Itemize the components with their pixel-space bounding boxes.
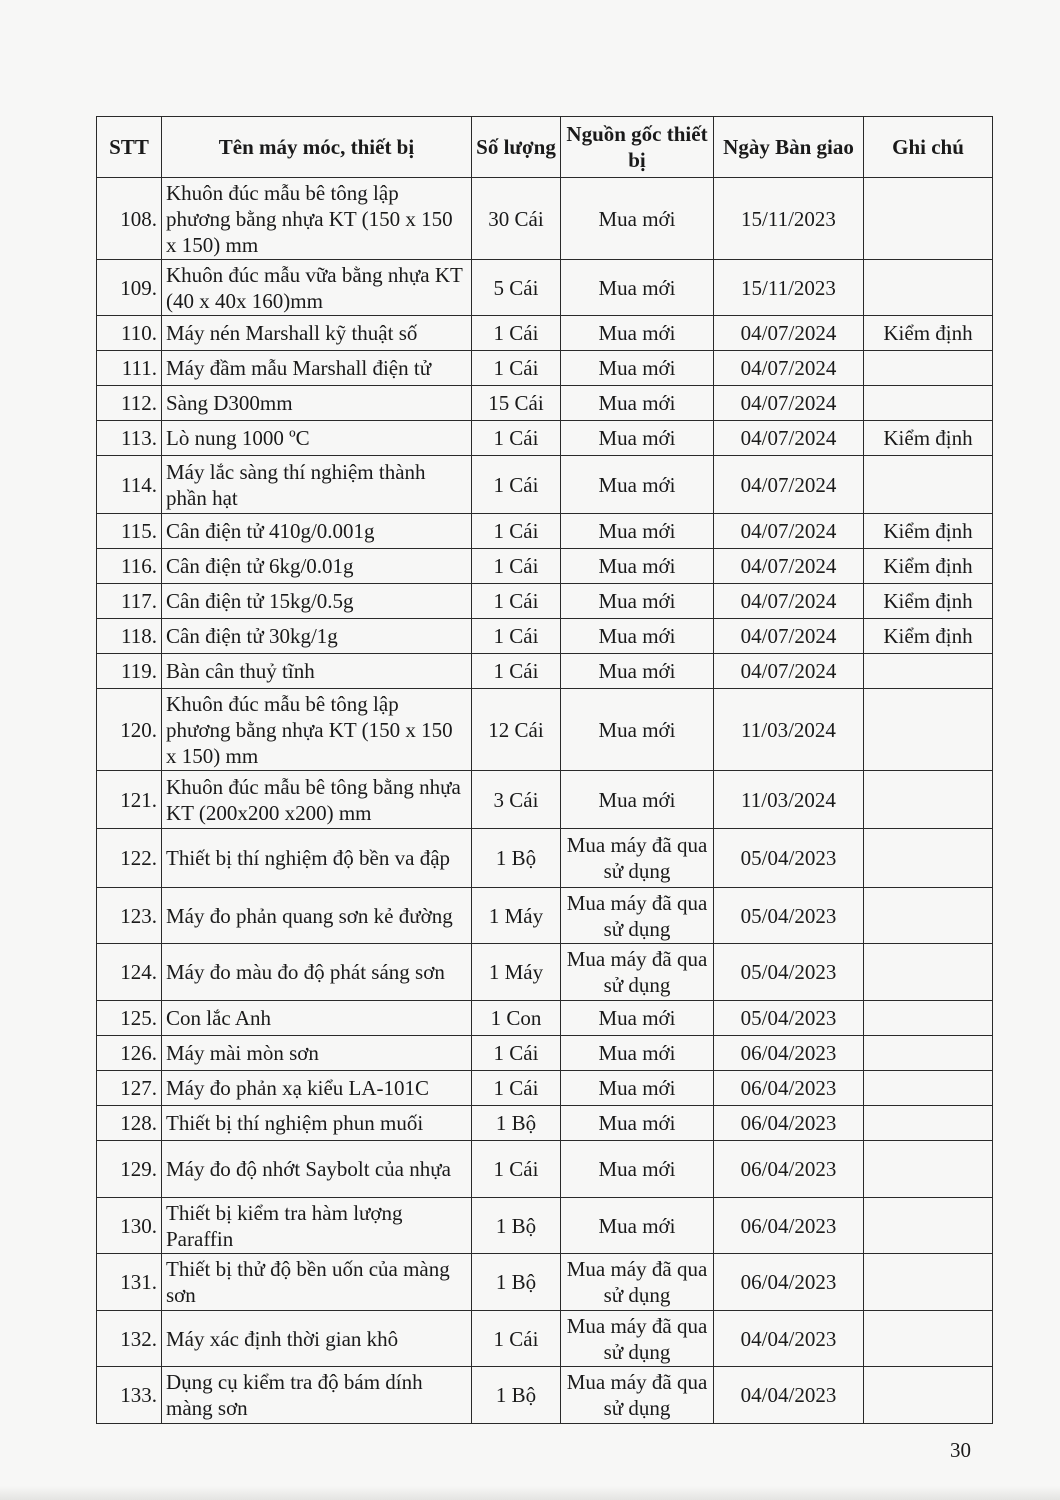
cell-source: Mua mới bbox=[561, 584, 714, 619]
table-row bbox=[97, 584, 993, 619]
cell-name: Khuôn đúc mẫu vữa bằng nhựa KT (40 x 40x 160)mm bbox=[162, 260, 472, 316]
table-row bbox=[97, 829, 993, 888]
cell-date: 04/07/2024 bbox=[714, 549, 864, 584]
header-note: Ghi chú bbox=[864, 117, 993, 178]
table-row bbox=[97, 1106, 993, 1141]
table-row bbox=[97, 1141, 993, 1198]
cell-source: Mua mới bbox=[561, 514, 714, 549]
cell-source: Mua mới bbox=[561, 1141, 714, 1198]
table-row bbox=[97, 1036, 993, 1071]
cell-date: 06/04/2023 bbox=[714, 1071, 864, 1106]
cell-quantity: 1 Cái bbox=[472, 421, 561, 456]
cell-stt: 129. bbox=[97, 1141, 162, 1198]
cell-source: Mua mới bbox=[561, 654, 714, 689]
cell-stt: 128. bbox=[97, 1106, 162, 1141]
cell-note bbox=[864, 1036, 993, 1071]
table-row bbox=[97, 1198, 993, 1254]
cell-name: Máy lắc sàng thí nghiệm thành phần hạt bbox=[162, 456, 472, 514]
cell-note: Kiểm định bbox=[864, 421, 993, 456]
table-row bbox=[97, 1001, 993, 1036]
cell-quantity: 1 Bộ bbox=[472, 1106, 561, 1141]
cell-date: 06/04/2023 bbox=[714, 1141, 864, 1198]
cell-quantity: 1 Cái bbox=[472, 1036, 561, 1071]
cell-date: 11/03/2024 bbox=[714, 689, 864, 771]
cell-name: Máy nén Marshall kỹ thuật số bbox=[162, 316, 472, 351]
cell-date: 04/07/2024 bbox=[714, 514, 864, 549]
cell-quantity: 1 Máy bbox=[472, 944, 561, 1001]
cell-name: Cân điện tử 30kg/1g bbox=[162, 619, 472, 654]
cell-quantity: 1 Cái bbox=[472, 584, 561, 619]
cell-date: 04/07/2024 bbox=[714, 421, 864, 456]
cell-note bbox=[864, 1198, 993, 1254]
cell-source: Mua mới bbox=[561, 386, 714, 421]
cell-stt: 120. bbox=[97, 689, 162, 771]
cell-note bbox=[864, 1311, 993, 1367]
table-row bbox=[97, 421, 993, 456]
table-row bbox=[97, 1071, 993, 1106]
table-row bbox=[97, 514, 993, 549]
cell-source: Mua máy đã qua sử dụng bbox=[561, 888, 714, 944]
scan-edge bbox=[0, 1486, 1060, 1500]
table-row bbox=[97, 771, 993, 829]
cell-quantity: 1 Cái bbox=[472, 1071, 561, 1106]
cell-date: 04/07/2024 bbox=[714, 619, 864, 654]
cell-quantity: 1 Cái bbox=[472, 456, 561, 514]
table-row bbox=[97, 351, 993, 386]
cell-source: Mua mới bbox=[561, 456, 714, 514]
cell-stt: 111. bbox=[97, 351, 162, 386]
cell-source: Mua mới bbox=[561, 178, 714, 260]
table-row bbox=[97, 1254, 993, 1311]
cell-name: Thiết bị thử độ bền uốn của màng sơn bbox=[162, 1254, 472, 1311]
cell-quantity: 1 Bộ bbox=[472, 1367, 561, 1424]
cell-name: Thiết bị kiểm tra hàm lượng Paraffin bbox=[162, 1198, 472, 1254]
header-date: Ngày Bàn giao bbox=[714, 117, 864, 178]
table-row bbox=[97, 178, 993, 260]
cell-stt: 108. bbox=[97, 178, 162, 260]
cell-source: Mua mới bbox=[561, 1036, 714, 1071]
cell-quantity: 1 Cái bbox=[472, 316, 561, 351]
cell-name: Máy đo độ nhớt Saybolt của nhựa bbox=[162, 1141, 472, 1198]
cell-stt: 118. bbox=[97, 619, 162, 654]
table-row bbox=[97, 1367, 993, 1424]
cell-stt: 127. bbox=[97, 1071, 162, 1106]
cell-note: Kiểm định bbox=[864, 619, 993, 654]
table-row bbox=[97, 1311, 993, 1367]
cell-source: Mua mới bbox=[561, 421, 714, 456]
cell-date: 04/07/2024 bbox=[714, 456, 864, 514]
table-row bbox=[97, 944, 993, 1001]
cell-source: Mua máy đã qua sử dụng bbox=[561, 1311, 714, 1367]
cell-source: Mua mới bbox=[561, 260, 714, 316]
cell-note bbox=[864, 1106, 993, 1141]
table-row bbox=[97, 689, 993, 771]
cell-date: 04/07/2024 bbox=[714, 386, 864, 421]
table-row bbox=[97, 549, 993, 584]
equipment-table bbox=[96, 116, 993, 1424]
cell-quantity: 3 Cái bbox=[472, 771, 561, 829]
cell-quantity: 1 Cái bbox=[472, 351, 561, 386]
cell-source: Mua mới bbox=[561, 1001, 714, 1036]
cell-quantity: 1 Bộ bbox=[472, 1254, 561, 1311]
cell-quantity: 1 Cái bbox=[472, 1311, 561, 1367]
cell-stt: 133. bbox=[97, 1367, 162, 1424]
cell-stt: 110. bbox=[97, 316, 162, 351]
cell-name: Cân điện tử 15kg/0.5g bbox=[162, 584, 472, 619]
table-row bbox=[97, 260, 993, 316]
cell-source: Mua mới bbox=[561, 1198, 714, 1254]
cell-note bbox=[864, 1367, 993, 1424]
cell-stt: 112. bbox=[97, 386, 162, 421]
header-stt: STT bbox=[97, 117, 162, 178]
table-body bbox=[97, 178, 993, 1424]
cell-name: Lò nung 1000 ºC bbox=[162, 421, 472, 456]
cell-note bbox=[864, 829, 993, 888]
cell-note bbox=[864, 1254, 993, 1311]
cell-date: 04/07/2024 bbox=[714, 351, 864, 386]
cell-note bbox=[864, 1001, 993, 1036]
cell-name: Sàng D300mm bbox=[162, 386, 472, 421]
cell-stt: 115. bbox=[97, 514, 162, 549]
cell-source: Mua máy đã qua sử dụng bbox=[561, 944, 714, 1001]
table-row bbox=[97, 888, 993, 944]
cell-name: Khuôn đúc mẫu bê tông lập phương bằng nhựa KT (150 x 150 x 150) mm bbox=[162, 178, 472, 260]
table-row bbox=[97, 316, 993, 351]
cell-date: 15/11/2023 bbox=[714, 260, 864, 316]
cell-date: 05/04/2023 bbox=[714, 944, 864, 1001]
table-row bbox=[97, 456, 993, 514]
cell-quantity: 1 Bộ bbox=[472, 829, 561, 888]
cell-stt: 117. bbox=[97, 584, 162, 619]
cell-note bbox=[864, 386, 993, 421]
cell-name: Con lắc Anh bbox=[162, 1001, 472, 1036]
page-number: 30 bbox=[950, 1438, 971, 1462]
cell-date: 06/04/2023 bbox=[714, 1198, 864, 1254]
cell-stt: 109. bbox=[97, 260, 162, 316]
cell-stt: 119. bbox=[97, 654, 162, 689]
cell-quantity: 1 Máy bbox=[472, 888, 561, 944]
cell-source: Mua mới bbox=[561, 549, 714, 584]
header-row bbox=[97, 117, 993, 178]
cell-stt: 125. bbox=[97, 1001, 162, 1036]
cell-note bbox=[864, 689, 993, 771]
cell-name: Thiết bị thí nghiệm phun muối bbox=[162, 1106, 472, 1141]
cell-quantity: 1 Bộ bbox=[472, 1198, 561, 1254]
cell-note bbox=[864, 1071, 993, 1106]
cell-note bbox=[864, 178, 993, 260]
cell-note bbox=[864, 456, 993, 514]
cell-quantity: 1 Cái bbox=[472, 514, 561, 549]
cell-quantity: 1 Cái bbox=[472, 549, 561, 584]
cell-name: Máy đo phản quang sơn kẻ đường bbox=[162, 888, 472, 944]
header-source: Nguồn gốc thiết bị bbox=[561, 117, 714, 178]
cell-date: 04/07/2024 bbox=[714, 584, 864, 619]
cell-quantity: 12 Cái bbox=[472, 689, 561, 771]
cell-note: Kiểm định bbox=[864, 514, 993, 549]
cell-name: Máy mài mòn sơn bbox=[162, 1036, 472, 1071]
cell-source: Mua mới bbox=[561, 619, 714, 654]
cell-stt: 122. bbox=[97, 829, 162, 888]
cell-source: Mua máy đã qua sử dụng bbox=[561, 1367, 714, 1424]
table-row bbox=[97, 619, 993, 654]
cell-note bbox=[864, 771, 993, 829]
cell-stt: 124. bbox=[97, 944, 162, 1001]
cell-name: Dụng cụ kiểm tra độ bám dính màng sơn bbox=[162, 1367, 472, 1424]
cell-stt: 113. bbox=[97, 421, 162, 456]
cell-date: 15/11/2023 bbox=[714, 178, 864, 260]
cell-name: Máy xác định thời gian khô bbox=[162, 1311, 472, 1367]
cell-date: 04/07/2024 bbox=[714, 316, 864, 351]
cell-quantity: 30 Cái bbox=[472, 178, 561, 260]
cell-stt: 131. bbox=[97, 1254, 162, 1311]
cell-stt: 121. bbox=[97, 771, 162, 829]
cell-source: Mua mới bbox=[561, 1071, 714, 1106]
cell-source: Mua mới bbox=[561, 351, 714, 386]
cell-quantity: 15 Cái bbox=[472, 386, 561, 421]
cell-note: Kiểm định bbox=[864, 584, 993, 619]
cell-source: Mua mới bbox=[561, 316, 714, 351]
cell-date: 04/04/2023 bbox=[714, 1367, 864, 1424]
cell-date: 04/04/2023 bbox=[714, 1311, 864, 1367]
cell-name: Thiết bị thí nghiệm độ bền va đập bbox=[162, 829, 472, 888]
cell-name: Khuôn đúc mẫu bê tông bằng nhựa KT (200x200 x200) mm bbox=[162, 771, 472, 829]
cell-stt: 116. bbox=[97, 549, 162, 584]
cell-quantity: 1 Cái bbox=[472, 1141, 561, 1198]
cell-name: Khuôn đúc mẫu bê tông lập phương bằng nhựa KT (150 x 150 x 150) mm bbox=[162, 689, 472, 771]
cell-quantity: 1 Cái bbox=[472, 654, 561, 689]
table-row bbox=[97, 654, 993, 689]
cell-date: 04/07/2024 bbox=[714, 654, 864, 689]
cell-stt: 132. bbox=[97, 1311, 162, 1367]
cell-note bbox=[864, 260, 993, 316]
cell-date: 05/04/2023 bbox=[714, 1001, 864, 1036]
cell-date: 11/03/2024 bbox=[714, 771, 864, 829]
table-row bbox=[97, 386, 993, 421]
cell-source: Mua mới bbox=[561, 1106, 714, 1141]
cell-date: 06/04/2023 bbox=[714, 1254, 864, 1311]
cell-name: Bàn cân thuỷ tĩnh bbox=[162, 654, 472, 689]
cell-note: Kiểm định bbox=[864, 316, 993, 351]
cell-source: Mua mới bbox=[561, 689, 714, 771]
cell-note bbox=[864, 944, 993, 1001]
cell-name: Máy đo phản xạ kiểu LA-101C bbox=[162, 1071, 472, 1106]
cell-note bbox=[864, 351, 993, 386]
header-name: Tên máy móc, thiết bị bbox=[162, 117, 472, 178]
cell-date: 05/04/2023 bbox=[714, 888, 864, 944]
cell-source: Mua máy đã qua sử dụng bbox=[561, 1254, 714, 1311]
header-quantity: Số lượng bbox=[472, 117, 561, 178]
cell-quantity: 5 Cái bbox=[472, 260, 561, 316]
cell-stt: 130. bbox=[97, 1198, 162, 1254]
cell-source: Mua mới bbox=[561, 771, 714, 829]
cell-date: 06/04/2023 bbox=[714, 1106, 864, 1141]
cell-quantity: 1 Cái bbox=[472, 619, 561, 654]
cell-name: Máy đo màu đo độ phát sáng sơn bbox=[162, 944, 472, 1001]
cell-stt: 114. bbox=[97, 456, 162, 514]
cell-stt: 123. bbox=[97, 888, 162, 944]
cell-name: Cân điện tử 6kg/0.01g bbox=[162, 549, 472, 584]
cell-note bbox=[864, 888, 993, 944]
cell-quantity: 1 Con bbox=[472, 1001, 561, 1036]
cell-source: Mua máy đã qua sử dụng bbox=[561, 829, 714, 888]
cell-note bbox=[864, 654, 993, 689]
cell-name: Máy đầm mẫu Marshall điện tử bbox=[162, 351, 472, 386]
cell-note: Kiểm định bbox=[864, 549, 993, 584]
cell-name: Cân điện tử 410g/0.001g bbox=[162, 514, 472, 549]
cell-stt: 126. bbox=[97, 1036, 162, 1071]
table-header bbox=[97, 117, 993, 178]
cell-date: 06/04/2023 bbox=[714, 1036, 864, 1071]
cell-date: 05/04/2023 bbox=[714, 829, 864, 888]
cell-note bbox=[864, 1141, 993, 1198]
